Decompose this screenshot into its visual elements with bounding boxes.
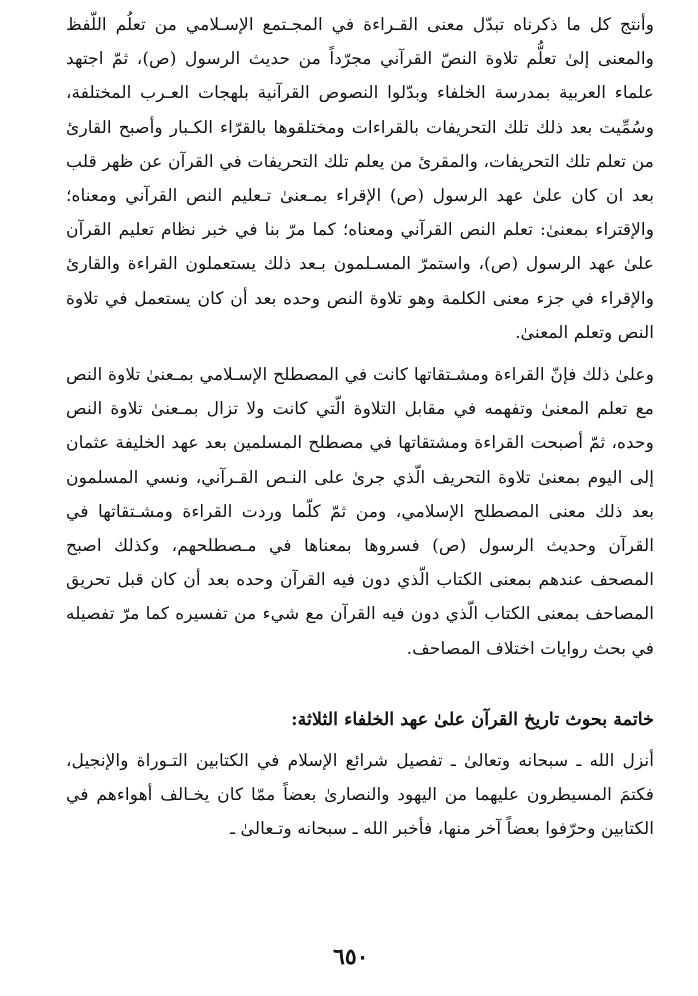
page-number: ٦٥٠: [333, 944, 369, 970]
heading-spacer: [66, 736, 654, 744]
body-paragraph-1: وأنتج كل ما ذكرناه تبدّل معنى القـراءة في المجـتمع الإسـلامي من تعلُم اللّفظ والمعنى إلىٰ تعلُّم تلاوة النصّ القرآني مجرّداً من حديث الرسول (ص)، ثمّ اجتهد علماء العربية بمدرسة الخلفاء وبدّلوا النصوص القرآنية بلهجات العـرب المختلفة، وسُمِّيت بعد ذلك تلك التحريفات بالقراءات ومختلقوها بالقرّاء الكـبار وأصبح القارئ من تعلم تلك التحريفات، والمقرئ من يعلم تلك التحريفات في القرآن عن ظهر قلب بعد ان كان علىٰ عهد الرسول (ص) الإقراء بمـعنىٰ تـعليم النص القرآني ومعناه؛ والإقتراء بمعنىٰ: تعلم النص القرآني ومعناه؛ كما مرّ بنا في خبر نظام تعليم القرآن علىٰ عهد الرسول (ص)، واستمرّ المسـلمون بـعد ذلك يستعملون القراءة والقارئ والإقراء في جزء معنى الكلمة وهو تلاوة النص وحده بعد أن كان يستعمل في تلاوة النص وتعلم المعنىٰ.: [66, 15, 654, 343]
section-heading: خاتمة بحوث تاريخ القرآن علىٰ عهد الخلفاء الثلاثة:: [291, 708, 654, 730]
paragraph-spacer: [66, 350, 654, 358]
page-body: [66, 8, 654, 846]
body-paragraph-3: أنزل الله ـ سبحانه وتعالىٰ ـ تفصيل شرائع الإسلام في الكتابين التـوراة والإنجيل، فكتمَ المسيطرون عليهما من اليهود والنصارىٰ بعضاً ممّا كان يخـالف أهواءهم في الكتابين وحرّفوا بعضاً آخر منها، فأخبر الله ـ سبحانه وتـعالىٰ ـ: [66, 750, 654, 840]
body-paragraph-2: وعلىٰ ذلك فإنّ القراءة ومشـتقاتها كانت في المصطلح الإسـلامي بمـعنىٰ تلاوة النص مع تعلم المعنىٰ وتفهمه في مقابل التلاوة الّتي كانت ولا تزال بمـعنىٰ تلاوة النص وحده، ثمّ أصبحت القراءة ومشتقاتها في مصطلح المسلمين بعد عهد الخليفة عثمان إلى اليوم بمعنىٰ تلاوة التحريف الّذي جرىٰ على النـص القـرآني، ونسي المسلمون بعد ذلك معنى المصطلح الإسلامي، ومن ثمّ كلّما وردت القراءة ومشـتقاتها في القرآن وحديث الرسول (ص) فسروها بمعناها في مـصطلحهم، وكذلك اصبح المصحف عندهم بمعنى الكتاب الّذي دون فيه القرآن وحده بعد أن كان قبل تحريق المصاحف بمعنى الكتاب الّذي دون فيه القرآن مع شيء من تفسيره كما مرّ تفصيله في بحث روايات اختلاف المصاحف.: [66, 365, 654, 659]
